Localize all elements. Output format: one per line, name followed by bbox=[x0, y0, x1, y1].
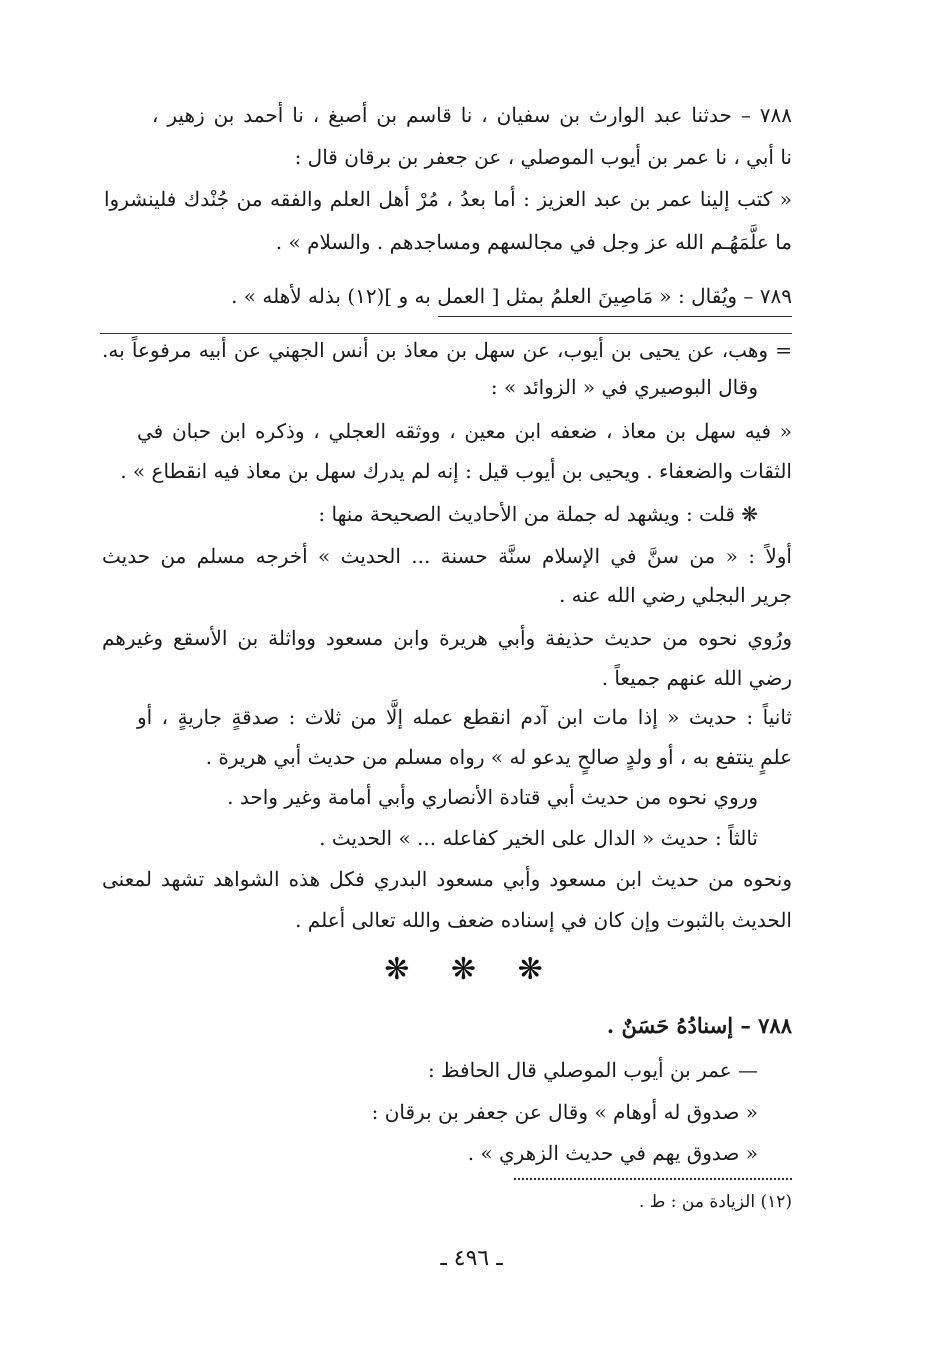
note-line-11: علمٍ ينتفع به ، أو ولدٍ صالحٍ يدعو له » رواه مسلم من حديث أبي هريرة . bbox=[205, 745, 792, 769]
hadith-788-line-1: ٧٨٨ – حدثنا عبد الوارث بن سفيان ، نا قاسم بن أصبغ ، نا أحمد بن زهير ، bbox=[152, 103, 792, 127]
isnad-heading: ٧٨٨ – إسنادُهُ حَسَنٌ . bbox=[606, 1013, 792, 1038]
isnad-line-3: « صدوق يهم في حديث الزهري » . bbox=[467, 1141, 758, 1165]
note-line-10: ثانياً : حديث « إذا مات ابن آدم انقطع عمله إلَّا من ثلاث : صدقةٍ جاريةٍ ، أو bbox=[137, 705, 792, 729]
note-line-3: « فيه سهل بن معاذ ، ضعفه ابن معين ، ووثقه العجلي ، وذكره ابن حبان في bbox=[137, 419, 792, 443]
note-line-15: الحديث بالثبوت وإن كان في إسناده ضعف والله تعالى أعلم . bbox=[295, 908, 792, 932]
note-line-6: أولاً : « من سنَّ في الإسلام سنَّة حسنة ... الحديث » أخرجه مسلم من حديث bbox=[102, 544, 792, 568]
footnote-12: (١٢) الزيادة من : ط . bbox=[638, 1192, 792, 1212]
footnote-dotted-rule bbox=[514, 1178, 792, 1180]
note-line-13: ثالثاً : حديث « الدال على الخير كفاعله ... » الحديث . bbox=[319, 826, 758, 850]
isnad-line-1: — عمر بن أيوب الموصلي قال الحافظ : bbox=[427, 1058, 758, 1082]
note-line-8: ورُوي نحوه من حديث حذيفة وأبي هريرة وابن مسعود وواثلة بن الأسقع وغيرهم bbox=[102, 626, 792, 650]
note-line-9: رضي الله عنهم جميعاً . bbox=[601, 666, 792, 690]
note-line-12: وروي نحوه من حديث أبي قتادة الأنصاري وأبي أمامة وغير واحد . bbox=[227, 785, 758, 809]
note-line-7: جرير البجلي رضي الله عنه . bbox=[558, 583, 792, 607]
hadith-788-line-4: ما علَّمَهُـم الله عز وجل في مجالسهم ومساجدهم . والسلام » . bbox=[275, 230, 792, 254]
note-line-1: = وهب، عن يحيى بن أيوب، عن سهل بن معاذ بن أنس الجهني عن أبيه مرفوعاً به. bbox=[102, 338, 792, 362]
hadith-789-line: ٧٨٩ – ويُقال : « مَاصِينَ العلمُ بمثل [ العمل به و ](١٢) بذله لأهله » . bbox=[231, 284, 792, 308]
section-separator-stars: ❋ ❋ ❋ bbox=[384, 952, 559, 987]
note-line-14: ونحوه من حديث ابن مسعود وأبي مسعود البدري فكل هذه الشواهد تشهد لمعنى bbox=[102, 867, 792, 891]
isnad-line-2: « صدوق له أوهام » وقال عن جعفر بن برقان : bbox=[371, 1100, 758, 1124]
note-line-4: الثقات والضعفاء . ويحيى بن أيوب قيل : إنه لم يدرك سهل بن معاذ فيه انقطاع » . bbox=[120, 459, 792, 483]
note-line-2: وقال البوصيري في « الزوائد » : bbox=[490, 375, 758, 399]
hadith-788-line-2: نا أبي ، نا عمر بن أيوب الموصلي ، عن جعفر بن برقان قال : bbox=[294, 145, 792, 169]
page-number: ـ ٤٩٦ ـ bbox=[440, 1246, 503, 1271]
hadith-788-line-3: « كتب إلينا عمر بن عبد العزيز : أما بعدُ ، مُرْ أهل العلم والفقه من جُنْدك فلينشروا bbox=[104, 187, 792, 211]
footnote-separator-rule bbox=[100, 333, 792, 334]
note-line-5: ❋ قلت : ويشهد له جملة من الأحاديث الصحيحة منها : bbox=[318, 502, 758, 526]
section-underline bbox=[438, 316, 792, 317]
